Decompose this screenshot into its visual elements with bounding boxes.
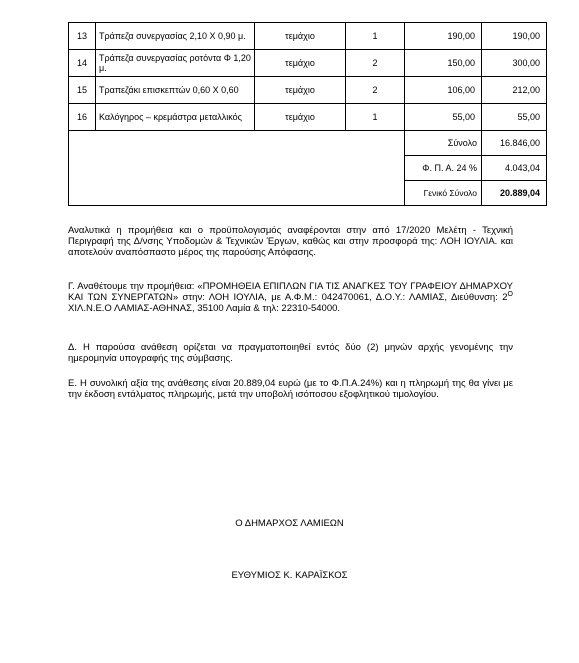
row-unit: τεμάχιο (255, 23, 346, 50)
payment-paragraph: Ε. Η συνολική αξία της ανάθεσης είναι 20.889,04 ευρώ (με το Φ.Π.Α.24%) και η πληρωμή της θα γίνει με την έκδοση εντάλματος πληρωμής, μετά την υποβολή ισόποσου εξοφλητικού τιμολογίου. (68, 378, 513, 400)
row-unit: τεμάχιο (255, 77, 346, 104)
row-total: 212,00 (482, 77, 547, 104)
duration-paragraph: Δ. Η παρούσα ανάθεση ορίζεται να πραγματοποιηθεί εντός δύο (2) μηνών αρχής γενομένης την ημερομηνία υπογραφής της σύμβασης. (68, 342, 513, 364)
row-description: Τράπεζα συνεργασίας ροτόντα Φ 1,20 μ. (96, 50, 255, 77)
row-description: Τράπεζα συνεργασίας 2,10 Χ 0,90 μ. (96, 23, 255, 50)
vat-value: 4.043,04 (482, 156, 547, 181)
row-unit-price: 150,00 (405, 50, 482, 77)
subtotal-label: Σύνολο (405, 131, 482, 156)
intro-paragraph: Αναλυτικά η προμήθεια και ο προϋπολογισμός αναφέρονται στην από 17/2020 Μελέτη - Τεχνική Περιγραφή της Δ/νσης Υποδομών & Τεχνικών Έργων, καθώς και στην προσφορά της: ΛΟΗ ΙΟΥΛΙΑ. και αποτελούν αναπόσπαστο μέρος της παρούσης Απόφασης. (68, 225, 513, 258)
subtotal-value: 16.846,00 (482, 131, 547, 156)
award-paragraph (68, 281, 513, 314)
grand-total-label: Γενικό Σύνολο (405, 181, 482, 206)
row-unit-price: 55,00 (405, 104, 482, 131)
table-row (69, 104, 547, 131)
totals-blank-cell (69, 131, 405, 206)
row-number: 14 (69, 50, 96, 77)
row-quantity: 2 (346, 50, 405, 77)
row-number: 16 (69, 104, 96, 131)
award-text-end: ΧΙΛ.Ν.Ε.Ο ΛΑΜΙΑΣ-ΑΘΗΝΑΣ, 35100 Λαμία & τηλ: 22310-54000. (68, 303, 341, 314)
row-number: 15 (69, 77, 96, 104)
row-number: 13 (69, 23, 96, 50)
signature-title: Ο ΔΗΜΑΡΧΟΣ ΛΑΜΙΕΩΝ (235, 518, 344, 529)
row-unit-price: 190,00 (405, 23, 482, 50)
vat-label: Φ. Π. Α. 24 % (405, 156, 482, 181)
award-superscript: Ο (507, 290, 513, 298)
grand-total-value: 20.889,04 (482, 181, 547, 206)
row-quantity: 2 (346, 77, 405, 104)
row-description: Τραπεζάκι επισκεπτών 0,60 Χ 0,60 (96, 77, 255, 104)
row-total: 300,00 (482, 50, 547, 77)
row-description: Καλόγηρος – κρεμάστρα μεταλλικός (96, 104, 255, 131)
signature-name: ΕΥΘΥΜΙΟΣ Κ. ΚΑΡΑΪΣΚΟΣ (231, 570, 348, 581)
table-row (69, 77, 547, 104)
totals-row-subtotal (69, 131, 547, 156)
row-quantity: 1 (346, 23, 405, 50)
items-table (68, 22, 547, 206)
row-unit: τεμάχιο (255, 104, 346, 131)
table-row (69, 50, 547, 77)
table-row (69, 23, 547, 50)
award-text-start: Γ. Αναθέτουμε την προμήθεια: «ΠΡΟΜΗΘΕΙΑ ΕΠΙΠΛΩΝ ΓΙΑ ΤΙΣ ΑΝΑΓΚΕΣ ΤΟΥ ΓΡΑΦΕΙΟΥ ΔΗΜΑΡΧΟΥ ΚΑΙ ΤΩΝ ΣΥΝΕΡΓΑΤΩΝ» στην: ΛΟΗ ΙΟΥΛΙΑ, με Α.Φ.Μ.: 042470061, Δ.Ο.Υ.: ΛΑΜΙΑΣ, Διεύθυνση: 2 (68, 281, 513, 303)
row-total: 190,00 (482, 23, 547, 50)
row-unit: τεμάχιο (255, 50, 346, 77)
row-quantity: 1 (346, 104, 405, 131)
row-total: 55,00 (482, 104, 547, 131)
row-unit-price: 106,00 (405, 77, 482, 104)
